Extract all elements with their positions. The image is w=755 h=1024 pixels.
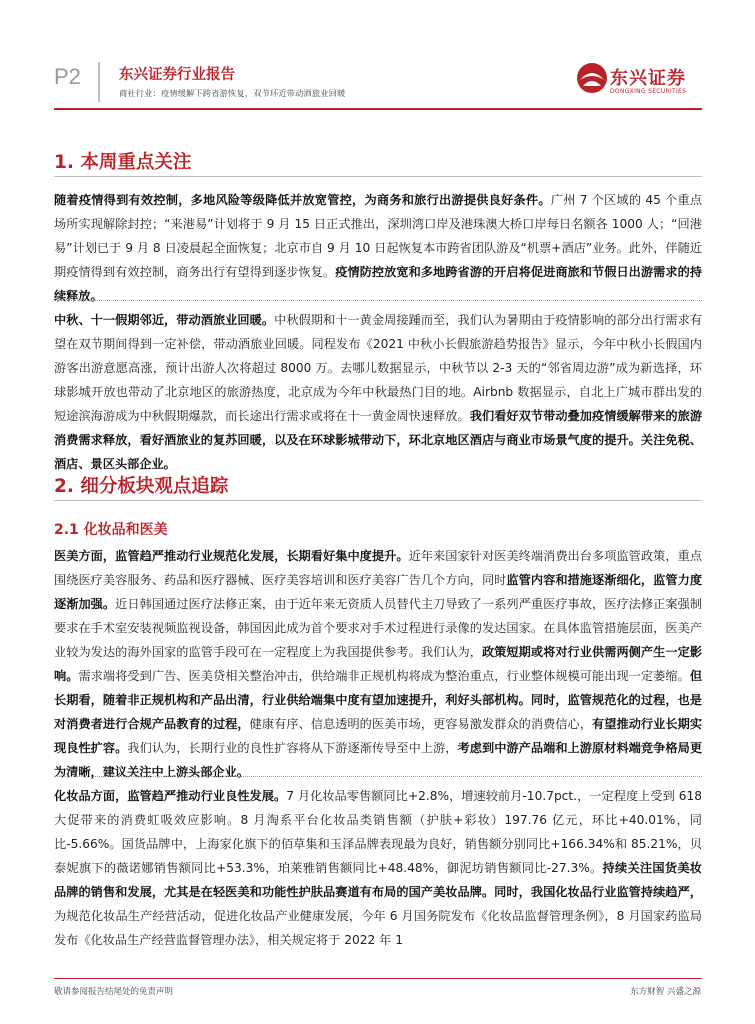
bold-text: 随着疫情得到有效控制，多地风险等级降低并放宽管控，为商务和旅行出游提供良好条件。 [54,193,551,207]
bold-text: 疫情防控放宽和多地跨省游的开启将促进商旅和节假日出游需求的持续释放。 [54,265,703,303]
footer-rule [54,978,702,979]
section2-paragraph-1 [54,544,702,784]
section1-rule [54,176,702,177]
body-text: 近日韩国通过医疗法修正案，由于近年来无资质人员替代主刀导致了一系列严重医疗事故，医疗法修正案强制要求在手术室安装视频监视设备，韩国因此成为首个要求对手术过程进行录像的发达国家。在具体监管措施层面，医美产业较为发达的海外国家的监管手段可在一定程度上为我国提供参考。我们认为， [54,597,703,659]
section1-paragraph-2 [54,308,702,476]
body-text: 广州 7 个区域的 45 个重点场所实现解除封控；“来港易”计划将于 9 月 15 日正式推出，深圳湾口岸及港珠澳大桥口岸每日名额各 1000 人；“回港易”计划已于 9 月 8 日凌晨起全面恢复；北京市自 9 月 10 日起恢复本市跨省团队游及“机票+酒店”业务。此外，伴随近期疫情得到有效控制，商务出行有望得到逐步恢复。 [54,193,703,279]
body-text: 需求端将受到广告、医美贷相关整治冲击，供给端非正规机构将成为整治重点，行业整体规模可能出现一定萎缩。 [78,669,690,683]
bold-text: 化妆品方面，监管趋严推动行业良性发展。 [54,789,287,803]
bold-text: 医美方面，监管趋严推动行业规范化发展，长期看好集中度提升。 [54,549,409,563]
body-text: 健康有序、信息透明的医美市场，更容易激发群众的消费信心， [249,717,593,731]
bold-text: 中秋、十一假期邻近，带动酒旅业回暖。 [54,313,275,327]
body-text: 7 月化妆品零售额同比+2.8%，增速较前月-10.7pct.，一定程度上受到 618 大促带来的消费虹吸效应影响。8 月淘系平台化妆品类销售额（护肤+彩妆）197.76 亿元，环比+40.01%，同比-5.66%。国货品牌中，上海家化旗下的佰草集和玉泽品牌表现最为良好，销售额分别同比+166.34%和 85.21%，贝泰妮旗下的薇诺娜销售额同比+53.3%，珀莱雅销售额同比+48.48%，御泥坊销售额同比-27.3%。 [54,789,703,875]
bold-text: 政策短期或将对行业供需两侧产生一定影响。 [54,645,703,683]
bold-text: 持续关注国货美妆品牌的销售和发展，尤其是在轻医美和功能性护肤品赛道有布局的国产美妆品牌。同时，我国化妆品行业监管持续趋严， [54,861,702,899]
report-subtitle: 商社行业：疫情缓解下跨省游恢复，双节环近带动酒旅业回暖 [119,88,346,98]
body-text: 近年来国家针对医美终端消费出台多项监管政策，重点围绕医疗美容服务、药品和医疗器械、医疗美容培训和医疗美容广告几个方向，同时 [54,549,703,587]
report-title: 东兴证券行业报告 [119,67,235,83]
bold-text: 监管内容和措施逐渐细化，监管力度逐渐加强。 [54,573,703,611]
bold-text: 考虑到中游产品端和上游原材料端竞争格局更为清晰，建议关注中上游头部企业。 [54,741,703,779]
section2-heading: 2. 细分板块观点追踪 [54,476,229,497]
body-text: 我们认为，长期行业的良性扩容将从下游逐渐传导至中上游， [127,741,458,755]
page-number: P2 [54,64,81,89]
bold-text: 有望推动行业长期实现良性扩容。 [54,717,703,755]
bold-text: 我们看好双节带动叠加疫情缓解带来的旅游消费需求释放，看好酒旅业的复苏回暖，以及在环球影城带动下，环北京地区酒店与商业市场景气度的提升。关注免税、酒店、景区头部企业。 [54,409,703,471]
page-header [0,0,755,112]
section2-rule [54,500,702,501]
body-text: 为规范化妆品生产经营活动，促进化妆品产业健康发展，今年 6 月国务院发布《化妆品监督管理条例》，8 月国家药监局发布《化妆品生产经营监督管理办法》，相关规定将于 2022 年 1 [54,909,702,947]
body-text: 中秋假期和十一黄金周接踵而至，我们认为暑期由于疫情影响的部分出行需求有望在双节期间得到一定补偿，带动酒旅业回暖。同程发布《2021 中秋小长假旅游趋势报告》显示，今年中秋小长假国内游客出游意愿高涨，预计出游人次将超过 8000 万。去哪儿数据显示，中秋节以 2-3 天的“邻省周边游”成为新选择，环球影城开放也带动了北京地区的旅游热度，北京成为今年中秋最热门目的地。Airbnb 数据显示，自北上广城市群出发的短途滨海游成为中秋假期爆款，而长途出行需求或将在十一黄金周快速释放。 [54,313,703,423]
separator [54,776,702,777]
bold-text: 但长期看，随着非正规机构和产品出清，行业供给端集中度有望加速提升，利好头部机构。同时，监管规范化的过程，也是对消费者进行合规产品教育的过程， [54,669,703,731]
footer-slogan: 东方财智 兴盛之源 [630,987,701,997]
header-rule [54,108,702,110]
logo-english: DONGXING SECURITIES [610,88,687,95]
separator [54,300,702,301]
section1-paragraph-1 [54,188,702,308]
logo-text: 东兴证券 [610,68,686,89]
header-divider [98,62,100,102]
footer-disclaimer: 敬请参阅报告结尾处的免责声明 [54,987,174,997]
subsection-heading: 2.1 化妆品和医美 [54,522,168,538]
section2-paragraph-2 [54,784,702,952]
section1-heading: 1. 本周重点关注 [54,152,192,173]
